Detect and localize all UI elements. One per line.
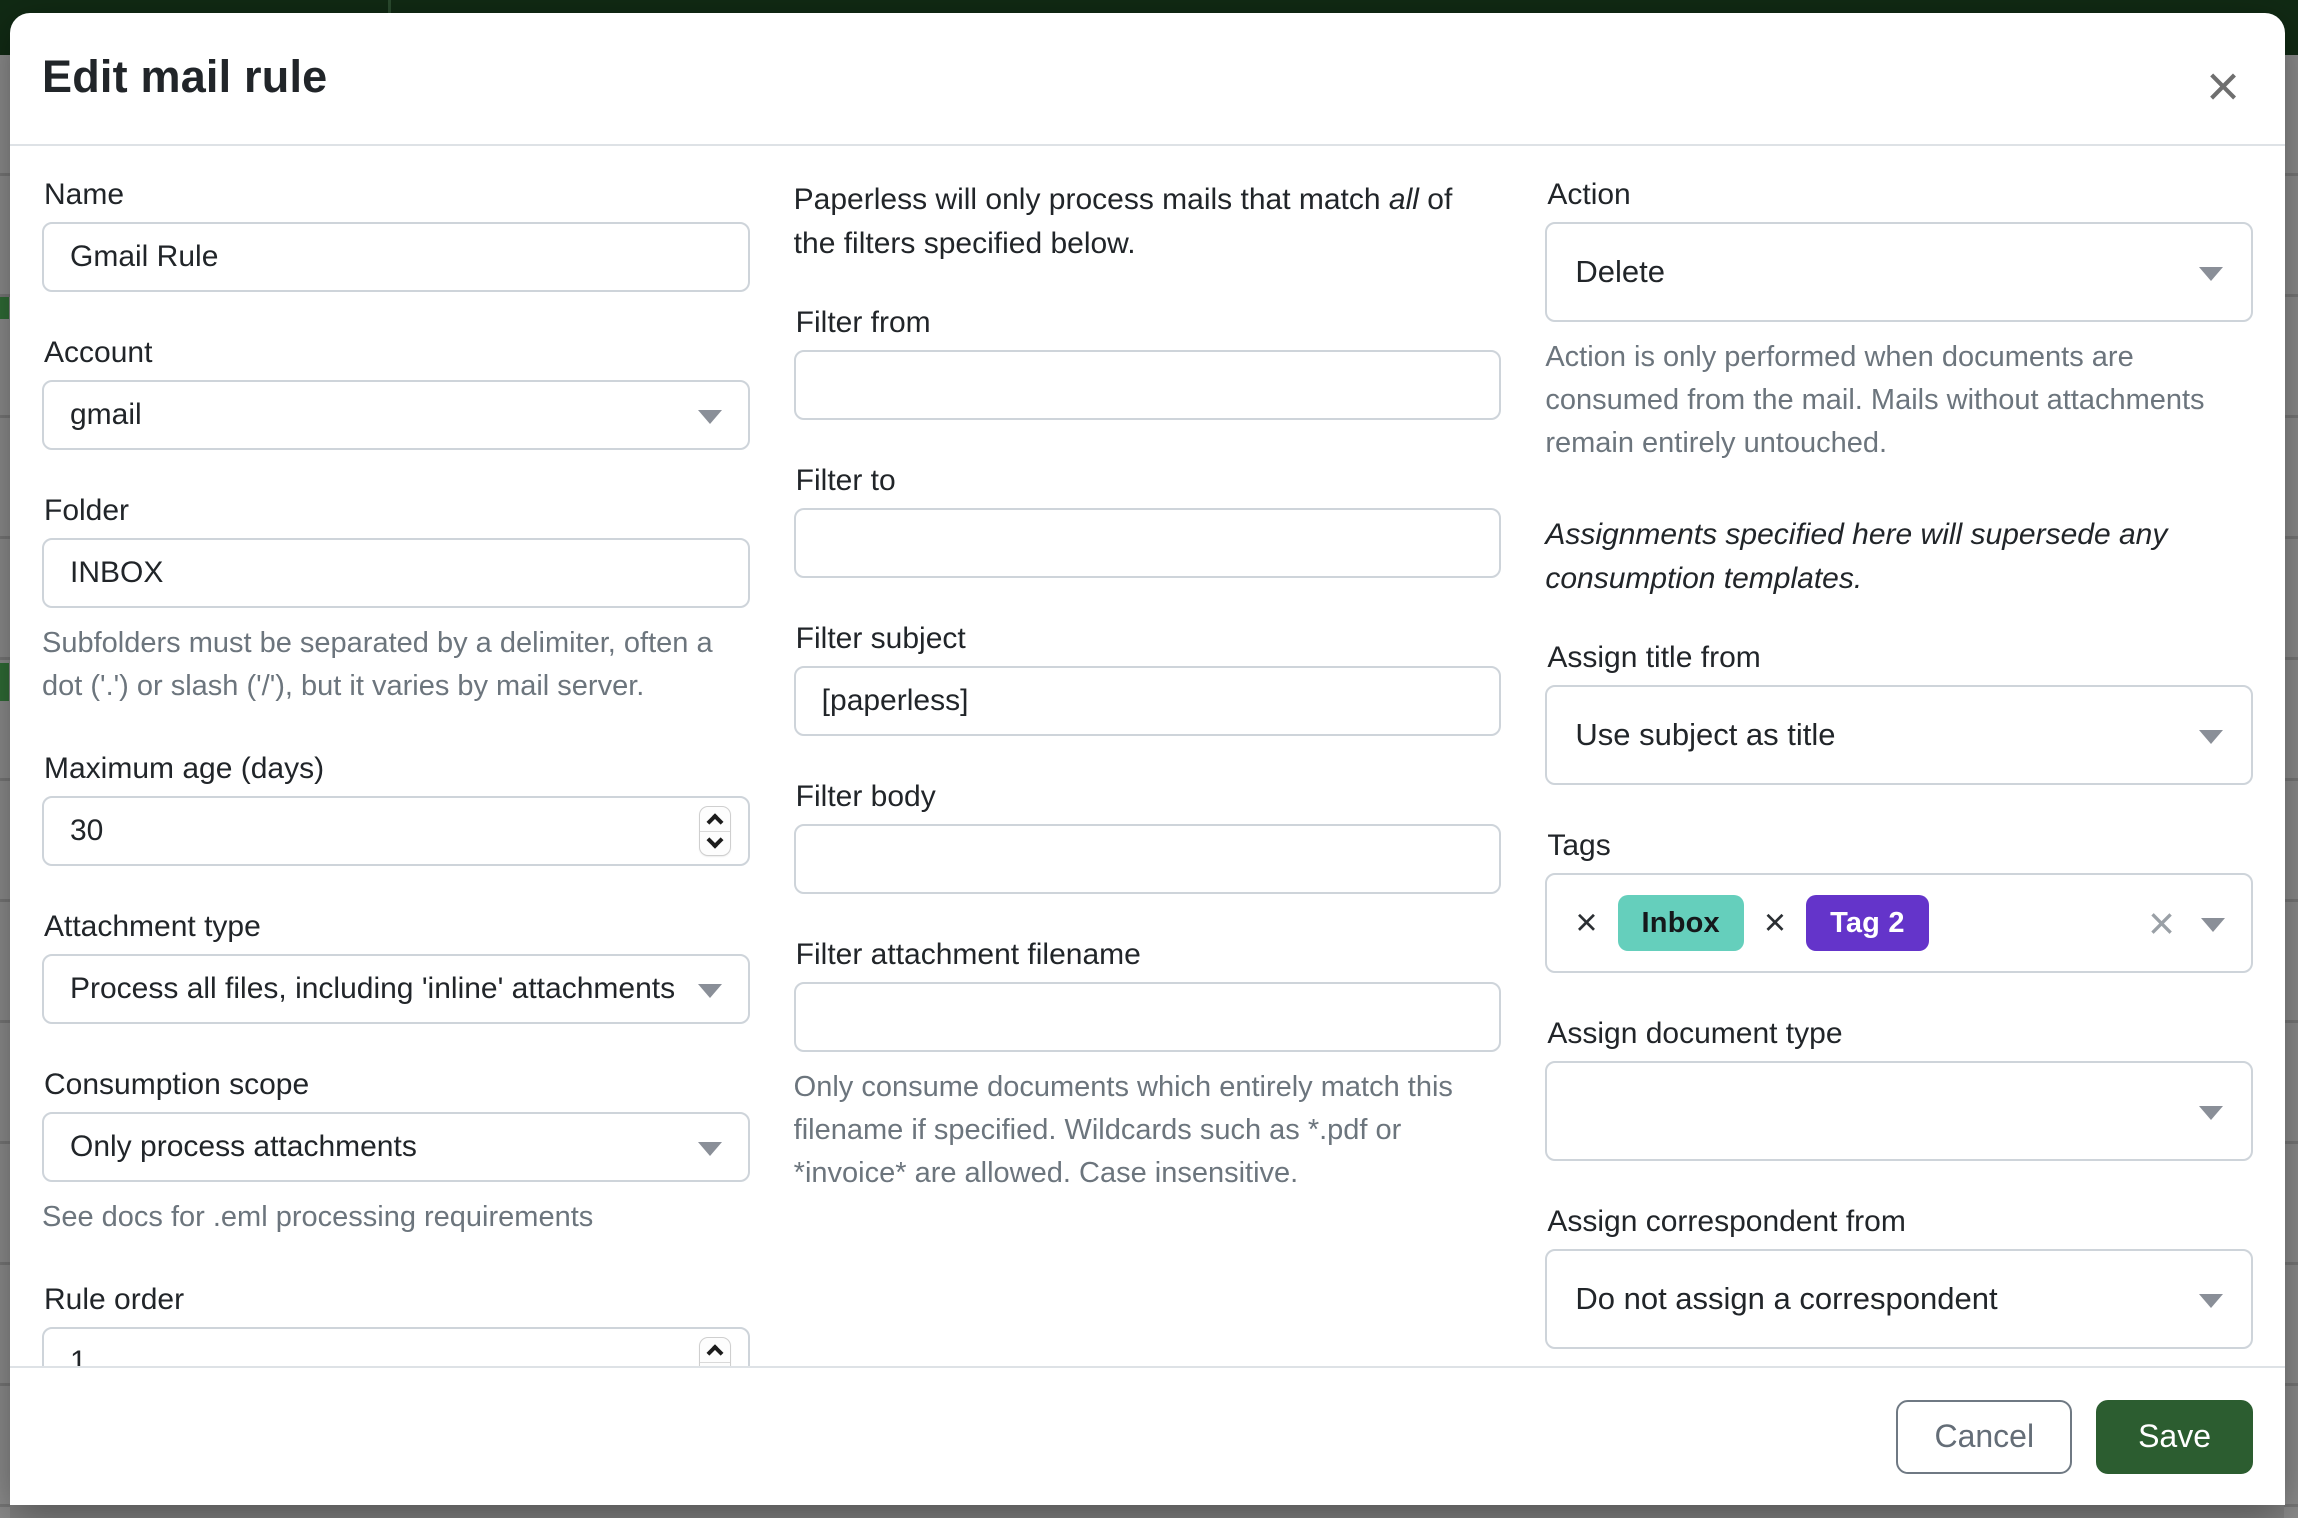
field-name <box>42 178 750 292</box>
action-label: Action <box>1547 178 1631 211</box>
dialog-footer <box>10 1366 2285 1505</box>
filters-intro: Paperless will only process mails that match all of the filters specified below. <box>793 183 1453 260</box>
dialog-header <box>10 13 2285 146</box>
consumption-scope-select[interactable] <box>42 1112 750 1182</box>
filter-attachment-filename-help: Only consume documents which entirely match this filename if specified. Wildcards such as *.pdf or *invoice* are allowed. Case insensitive. <box>793 1071 1453 1189</box>
field-folder <box>42 494 750 708</box>
assign-title-value: Use subject as title <box>1575 717 1836 752</box>
consumption-scope-help: See docs for .eml processing requirements <box>42 1201 594 1233</box>
tag-list <box>1575 895 1928 951</box>
filter-body-input[interactable] <box>794 824 1502 894</box>
chevron-down-icon <box>2199 730 2223 744</box>
assign-correspondent-value: Do not assign a correspondent <box>1575 1281 1998 1316</box>
field-filter-subject <box>794 622 1502 736</box>
account-label: Account <box>44 336 153 369</box>
column-general <box>42 178 750 1334</box>
chevron-down-icon <box>2199 1106 2223 1120</box>
field-assign-correspondent <box>1545 1205 2253 1349</box>
filter-attachment-filename-label: Filter attachment filename <box>795 938 1141 971</box>
field-attachment-type <box>42 910 750 1024</box>
field-filter-from <box>794 306 1502 420</box>
attachment-type-label: Attachment type <box>44 910 261 943</box>
action-select[interactable] <box>1545 222 2253 322</box>
rule-order-label: Rule order <box>44 1283 185 1316</box>
filter-subject-label: Filter subject <box>795 622 966 655</box>
folder-input[interactable] <box>42 538 750 608</box>
max-age-label: Maximum age (days) <box>44 752 325 785</box>
filter-from-input[interactable] <box>794 350 1502 420</box>
tags-label: Tags <box>1547 829 1611 862</box>
field-filter-to <box>794 464 1502 578</box>
field-account <box>42 336 750 450</box>
chevron-down-icon <box>698 984 722 998</box>
assignments-note: Assignments specified here will supersede any consumption templates. <box>1545 518 2168 595</box>
chevron-down-icon <box>698 410 722 424</box>
assign-doctype-select[interactable] <box>1545 1061 2253 1161</box>
save-button[interactable]: Save <box>2096 1400 2253 1474</box>
consumption-scope-label: Consumption scope <box>44 1068 310 1101</box>
dimmed-page-left-edge <box>0 55 10 1518</box>
account-value: gmail <box>42 380 750 450</box>
chevron-down-icon <box>698 1142 722 1156</box>
cancel-button[interactable]: Cancel <box>1896 1400 2072 1474</box>
dimmed-link-fragment <box>0 663 9 701</box>
field-filter-attachment-filename <box>794 938 1502 1195</box>
field-action <box>1545 178 2253 465</box>
tags-clear-icon[interactable]: × <box>2148 897 2176 949</box>
filter-subject-input[interactable] <box>794 666 1502 736</box>
filter-from-label: Filter from <box>795 306 931 339</box>
max-age-stepper[interactable] <box>700 807 730 855</box>
tag-chip[interactable]: Tag 2 <box>1806 895 1929 951</box>
stepper-down-icon[interactable] <box>700 831 730 856</box>
tag-chip[interactable]: Inbox <box>1618 895 1744 951</box>
assign-title-select[interactable] <box>1545 685 2253 785</box>
name-label: Name <box>44 178 125 211</box>
tags-select[interactable] <box>1545 873 2253 973</box>
assign-correspondent-select[interactable] <box>1545 1249 2253 1349</box>
edit-mail-rule-dialog <box>10 13 2285 1505</box>
close-icon[interactable]: × <box>2197 61 2249 113</box>
column-actions <box>1545 178 2253 1334</box>
folder-label: Folder <box>44 494 130 527</box>
filter-to-label: Filter to <box>795 464 896 497</box>
stepper-up-icon[interactable] <box>700 1338 730 1362</box>
dialog-body <box>10 146 2285 1366</box>
filter-to-input[interactable] <box>794 508 1502 578</box>
chevron-down-icon <box>2199 267 2223 281</box>
assign-correspondent-label: Assign correspondent from <box>1547 1205 1906 1238</box>
filter-attachment-filename-input[interactable] <box>794 982 1502 1052</box>
name-input[interactable] <box>42 222 750 292</box>
filter-body-label: Filter body <box>795 780 936 813</box>
stepper-up-icon[interactable] <box>700 807 730 831</box>
chevron-down-icon <box>2199 1294 2223 1308</box>
action-value: Delete <box>1575 254 1665 289</box>
account-select[interactable] <box>42 380 750 450</box>
column-filters <box>794 178 1502 1334</box>
attachment-type-value: Process all files, including 'inline' attachments <box>42 954 750 1024</box>
chevron-down-icon <box>2201 918 2225 932</box>
assign-title-label: Assign title from <box>1547 641 1761 674</box>
field-filter-body <box>794 780 1502 894</box>
max-age-input[interactable] <box>42 796 750 866</box>
dimmed-link-fragment <box>0 297 9 319</box>
field-tags <box>1545 829 2253 973</box>
field-assign-doctype <box>1545 1017 2253 1161</box>
field-consumption-scope <box>42 1068 750 1239</box>
folder-help: Subfolders must be separated by a delimiter, often a dot ('.') or slash ('/'), but it varies by mail server. <box>42 627 713 702</box>
dialog-title: Edit mail rule <box>42 51 328 102</box>
tag-remove-icon[interactable]: × <box>1575 902 1598 944</box>
tag-remove-icon[interactable]: × <box>1763 902 1787 944</box>
action-help: Action is only performed when documents are consumed from the mail. Mails without attachments remain entirely untouched. <box>1545 341 2205 459</box>
dimmed-page-right-edge <box>2284 55 2298 1518</box>
consumption-scope-value: Only process attachments <box>42 1112 750 1182</box>
field-assign-title <box>1545 641 2253 785</box>
attachment-type-select[interactable] <box>42 954 750 1024</box>
assign-doctype-label: Assign document type <box>1547 1017 1843 1050</box>
field-max-age <box>42 752 750 866</box>
